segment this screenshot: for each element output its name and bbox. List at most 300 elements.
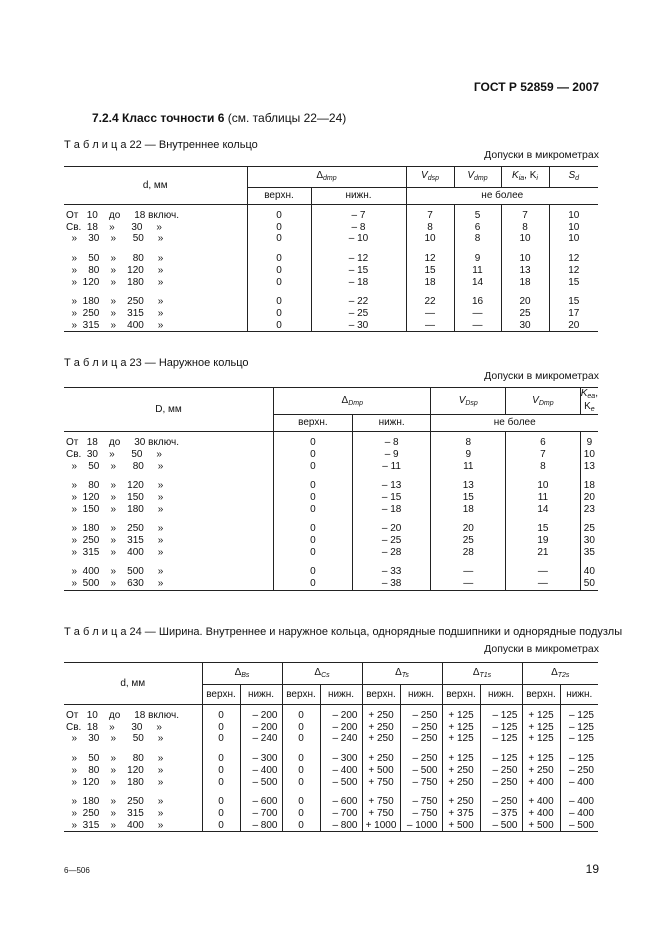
table22-units: Допуски в микрометрах — [484, 149, 599, 161]
table-row — [64, 808, 598, 820]
value-cell: 15 — [406, 265, 454, 277]
value-cell: 0 — [274, 523, 353, 535]
value-cell: – 18 — [352, 504, 431, 516]
col-lower: нижн. — [480, 685, 522, 705]
col-delta-bs: $\Delta_{Bs}$ — [202, 663, 282, 685]
size-range-cell: » 120 » 180 » — [66, 276, 164, 288]
value-cell: 0 — [247, 222, 311, 234]
table-row — [64, 222, 598, 234]
value-cell: 18 — [431, 504, 506, 516]
value-cell: 25 — [431, 535, 506, 547]
value-cell: 18 — [580, 480, 598, 492]
value-cell: 10 — [549, 233, 598, 245]
col-lower: нижн. — [320, 685, 362, 705]
value-cell: — — [431, 566, 506, 578]
value-cell: 0 — [282, 722, 320, 734]
value-cell: – 250 — [560, 765, 598, 777]
table-row — [64, 296, 598, 308]
value-cell: – 750 — [400, 808, 442, 820]
col-d: d, мм — [64, 167, 247, 205]
value-cell: – 22 — [311, 296, 406, 308]
table-row — [64, 449, 598, 461]
value-cell: 25 — [501, 308, 549, 320]
value-cell: + 125 — [442, 753, 480, 765]
value-cell: 6 — [454, 222, 501, 234]
table-row — [64, 753, 598, 765]
value-cell: – 7 — [311, 205, 406, 222]
value-cell: 0 — [282, 705, 320, 722]
value-cell: – 250 — [480, 796, 522, 808]
value-cell: – 250 — [400, 753, 442, 765]
value-cell: 20 — [501, 296, 549, 308]
value-cell: 14 — [454, 277, 501, 289]
value-cell: 11 — [454, 265, 501, 277]
value-cell: 0 — [247, 253, 311, 265]
table-row — [64, 566, 598, 578]
value-cell: 28 — [431, 547, 506, 559]
col-lower: нижн. — [311, 188, 406, 205]
value-cell: 0 — [274, 449, 353, 461]
col-delta-t1s: $\Delta_{T1s}$ — [442, 663, 522, 685]
value-cell: 23 — [580, 504, 598, 516]
value-cell: 0 — [282, 753, 320, 765]
col-sd: $S_d$ — [549, 167, 598, 188]
value-cell: 0 — [247, 296, 311, 308]
value-cell: 30 — [501, 320, 549, 332]
col-delta-ts: $\Delta_{Ts}$ — [362, 663, 442, 685]
value-cell: 11 — [431, 461, 506, 473]
table-row — [64, 733, 598, 745]
col-vdsp: $V_{dsp}$ — [406, 167, 454, 188]
col-upper: верхн. — [522, 685, 560, 705]
table-row — [64, 705, 598, 722]
value-cell: 6 — [506, 432, 581, 449]
col-not-more: не более — [406, 188, 598, 205]
size-range-cell: » 30 » 50 » — [66, 233, 164, 245]
table-row — [64, 578, 598, 590]
col-lower: нижн. — [352, 415, 431, 432]
table23-caption: Т а б л и ц а 23 — Наружное кольцо — [64, 357, 249, 369]
value-cell: – 200 — [240, 705, 282, 722]
value-cell: — — [406, 320, 454, 332]
table-row — [64, 265, 598, 277]
value-cell: – 500 — [480, 820, 522, 832]
value-cell: 0 — [282, 777, 320, 789]
section-ref: (см. таблицы 22—24) — [227, 111, 347, 125]
value-cell: – 800 — [320, 820, 362, 832]
value-cell: 0 — [202, 753, 240, 765]
table-row — [64, 277, 598, 289]
value-cell: 50 — [580, 578, 598, 590]
value-cell: — — [431, 578, 506, 590]
value-cell: – 800 — [240, 820, 282, 832]
value-cell: – 250 — [480, 765, 522, 777]
row-gap — [64, 788, 598, 796]
size-range-cell: Св. 18 » 30 » — [66, 721, 162, 733]
value-cell: – 8 — [311, 222, 406, 234]
value-cell: 7 — [406, 205, 454, 222]
value-cell: 35 — [580, 547, 598, 559]
value-cell: 0 — [202, 820, 240, 832]
value-cell: 8 — [501, 222, 549, 234]
value-cell: – 375 — [480, 808, 522, 820]
value-cell: – 20 — [352, 523, 431, 535]
value-cell: 8 — [506, 461, 581, 473]
size-range-cell: » 315 » 400 » — [64, 320, 247, 332]
table-row — [64, 205, 598, 222]
value-cell: – 700 — [240, 808, 282, 820]
value-cell: – 9 — [352, 449, 431, 461]
value-cell: — — [406, 308, 454, 320]
value-cell: – 13 — [352, 480, 431, 492]
value-cell: 0 — [202, 796, 240, 808]
table-row — [64, 233, 598, 245]
table-row — [64, 722, 598, 734]
size-range-cell: » 250 » 315 » — [66, 535, 164, 547]
value-cell: 9 — [454, 253, 501, 265]
value-cell: 10 — [549, 222, 598, 234]
size-range-cell: » 180 » 250 » — [66, 796, 164, 808]
value-cell: + 125 — [522, 753, 560, 765]
col-D: D, мм — [64, 388, 274, 432]
value-cell: – 750 — [400, 796, 442, 808]
section-heading — [92, 111, 346, 125]
value-cell: – 8 — [352, 432, 431, 449]
value-cell: 0 — [282, 820, 320, 832]
value-cell: 0 — [202, 777, 240, 789]
value-cell: 12 — [549, 253, 598, 265]
value-cell: 0 — [282, 733, 320, 745]
value-cell: + 400 — [522, 777, 560, 789]
table23-units: Допуски в микрометрах — [484, 370, 599, 382]
value-cell: 16 — [454, 296, 501, 308]
table-row — [64, 492, 598, 504]
value-cell: 0 — [282, 796, 320, 808]
value-cell: – 700 — [320, 808, 362, 820]
value-cell: 8 — [454, 233, 501, 245]
table-row — [64, 777, 598, 789]
size-range-cell: Св. 30 » 50 » — [66, 448, 162, 460]
value-cell: – 400 — [320, 765, 362, 777]
value-cell: + 125 — [522, 733, 560, 745]
value-cell: 0 — [247, 277, 311, 289]
value-cell: – 400 — [560, 777, 598, 789]
value-cell: — — [506, 578, 581, 590]
table-row — [64, 308, 598, 320]
value-cell: 30 — [580, 535, 598, 547]
size-range-cell: От 18 до 30 включ. — [66, 437, 180, 449]
value-cell: + 250 — [522, 765, 560, 777]
table-row — [64, 253, 598, 265]
value-cell: – 125 — [560, 753, 598, 765]
value-cell: 0 — [202, 705, 240, 722]
value-cell: 13 — [431, 480, 506, 492]
value-cell: – 750 — [400, 777, 442, 789]
value-cell: + 250 — [442, 765, 480, 777]
value-cell: 15 — [549, 296, 598, 308]
table-24 — [64, 662, 598, 832]
table-row — [64, 480, 598, 492]
standard-number: ГОСТ Р 52859 — 2007 — [473, 80, 599, 94]
table-row — [64, 461, 598, 473]
value-cell: 15 — [506, 523, 581, 535]
row-gap — [64, 245, 598, 253]
value-cell: 0 — [274, 578, 353, 590]
table-23 — [64, 387, 598, 591]
col-kea: $K_{ea}$, $K_e$ — [580, 388, 598, 414]
col-upper: верхн. — [274, 415, 353, 432]
value-cell: + 400 — [522, 808, 560, 820]
value-cell: – 10 — [311, 233, 406, 245]
value-cell: – 400 — [560, 796, 598, 808]
value-cell: 25 — [580, 523, 598, 535]
value-cell: – 12 — [311, 253, 406, 265]
row-gap — [64, 558, 598, 566]
value-cell: – 1000 — [400, 820, 442, 832]
value-cell: – 240 — [320, 733, 362, 745]
value-cell: 21 — [506, 547, 581, 559]
value-cell: – 250 — [480, 777, 522, 789]
col-delta-cs: $\Delta_{Cs}$ — [282, 663, 362, 685]
section-title: Класс точности 6 — [122, 111, 225, 125]
row-gap — [64, 472, 598, 480]
table-row — [64, 432, 598, 449]
footer-code: 6—506 — [64, 866, 90, 875]
value-cell: 17 — [549, 308, 598, 320]
col-vdmp: $V_{dmp}$ — [454, 167, 501, 188]
value-cell: + 250 — [442, 777, 480, 789]
value-cell: 0 — [247, 265, 311, 277]
col-delta-Dmp: $\Delta_{Dmp}$ — [274, 388, 431, 415]
value-cell: – 30 — [311, 320, 406, 332]
value-cell: + 125 — [442, 733, 480, 745]
value-cell: – 500 — [400, 765, 442, 777]
value-cell: + 400 — [522, 796, 560, 808]
value-cell: 18 — [501, 277, 549, 289]
value-cell: 20 — [549, 320, 598, 332]
size-range-cell: » 80 » 120 » — [66, 764, 164, 776]
row-gap — [64, 288, 598, 296]
value-cell: — — [506, 566, 581, 578]
value-cell: – 200 — [320, 705, 362, 722]
value-cell: 7 — [501, 205, 549, 222]
value-cell: 20 — [580, 492, 598, 504]
table-row — [64, 765, 598, 777]
value-cell: – 25 — [311, 308, 406, 320]
value-cell: – 125 — [480, 753, 522, 765]
value-cell: 12 — [406, 253, 454, 265]
size-range-cell: » 500 » 630 » — [64, 578, 274, 590]
value-cell: – 25 — [352, 535, 431, 547]
value-cell: — — [454, 308, 501, 320]
value-cell: 10 — [406, 233, 454, 245]
row-gap — [64, 745, 598, 753]
value-cell: 40 — [580, 566, 598, 578]
value-cell: – 500 — [320, 777, 362, 789]
col-d: d, мм — [64, 663, 202, 705]
table-row — [64, 820, 598, 832]
size-range-cell: » 315 » 400 » — [66, 546, 164, 558]
value-cell: 0 — [247, 233, 311, 245]
col-upper: верхн. — [362, 685, 400, 705]
value-cell: – 400 — [240, 765, 282, 777]
value-cell: 9 — [431, 449, 506, 461]
table-22 — [64, 166, 598, 332]
size-range-cell: » 120 » 150 » — [66, 491, 164, 503]
value-cell: 0 — [274, 504, 353, 516]
value-cell: – 240 — [240, 733, 282, 745]
value-cell: + 750 — [362, 777, 400, 789]
value-cell: + 125 — [522, 705, 560, 722]
value-cell: – 11 — [352, 461, 431, 473]
size-range-cell: » 30 » 50 » — [66, 733, 164, 745]
value-cell: 0 — [202, 765, 240, 777]
value-cell: 8 — [431, 432, 506, 449]
value-cell: – 250 — [400, 733, 442, 745]
size-range-cell: От 10 до 18 включ. — [66, 710, 180, 721]
value-cell: + 375 — [442, 808, 480, 820]
col-vDsp: $V_{Dsp}$ — [431, 388, 506, 415]
value-cell: – 125 — [560, 733, 598, 745]
value-cell: + 750 — [362, 796, 400, 808]
size-range-cell: » 180 » 250 » — [66, 296, 164, 308]
value-cell: 15 — [431, 492, 506, 504]
value-cell: 0 — [202, 733, 240, 745]
col-delta-dmp: $\Delta_{dmp}$ — [247, 167, 406, 188]
size-range-cell: От 10 до 18 включ. — [66, 210, 180, 221]
col-lower: нижн. — [240, 685, 282, 705]
table22-caption: Т а б л и ц а 22 — Внутреннее кольцо — [64, 139, 258, 151]
value-cell: 0 — [274, 480, 353, 492]
value-cell: – 250 — [400, 705, 442, 722]
value-cell: 13 — [580, 461, 598, 473]
value-cell: – 28 — [352, 547, 431, 559]
value-cell: 7 — [506, 449, 581, 461]
value-cell: – 500 — [240, 777, 282, 789]
value-cell: + 1000 — [362, 820, 400, 832]
value-cell: 0 — [202, 722, 240, 734]
value-cell: – 15 — [311, 265, 406, 277]
value-cell: 15 — [549, 277, 598, 289]
value-cell: 10 — [506, 480, 581, 492]
col-upper: верхн. — [442, 685, 480, 705]
value-cell: + 250 — [362, 753, 400, 765]
size-range-cell: » 80 » 120 » — [66, 264, 164, 276]
value-cell: 10 — [580, 449, 598, 461]
table24-units: Допуски в микрометрах — [484, 643, 599, 655]
col-vDmp: $V_{Dmp}$ — [506, 388, 581, 415]
col-upper: верхн. — [202, 685, 240, 705]
value-cell: 0 — [274, 461, 353, 473]
value-cell: 0 — [274, 432, 353, 449]
value-cell: – 400 — [560, 808, 598, 820]
value-cell: 11 — [506, 492, 581, 504]
value-cell: + 250 — [362, 733, 400, 745]
value-cell: 13 — [501, 265, 549, 277]
size-range-cell: » 150 » 180 » — [66, 503, 164, 515]
size-range-cell: Св. 18 » 30 » — [66, 221, 162, 233]
value-cell: 14 — [506, 504, 581, 516]
value-cell: 0 — [274, 566, 353, 578]
value-cell: – 125 — [480, 722, 522, 734]
value-cell: + 250 — [362, 705, 400, 722]
value-cell: – 15 — [352, 492, 431, 504]
value-cell: 0 — [274, 492, 353, 504]
size-range-cell: » 250 » 315 » — [66, 807, 164, 819]
section-number: 7.2.4 — [92, 111, 119, 125]
row-gap — [64, 515, 598, 523]
page-number: 19 — [585, 862, 599, 876]
col-not-more: не более — [431, 415, 598, 432]
table-row — [64, 504, 598, 516]
value-cell: – 125 — [480, 705, 522, 722]
size-range-cell: » 50 » 80 » — [66, 253, 164, 265]
col-delta-t2s: $\Delta_{T2s}$ — [522, 663, 598, 685]
size-range-cell: » 80 » 120 » — [66, 480, 164, 492]
size-range-cell: » 50 » 80 » — [66, 460, 164, 472]
col-lower: нижн. — [560, 685, 598, 705]
table24-caption: Т а б л и ц а 24 — Ширина. Внутреннее и наружное кольца, однорядные подшипники и однорядные подузлы — [64, 626, 623, 638]
value-cell: 0 — [247, 205, 311, 222]
value-cell: – 200 — [240, 722, 282, 734]
value-cell: 0 — [202, 808, 240, 820]
value-cell: 19 — [506, 535, 581, 547]
value-cell: 0 — [282, 808, 320, 820]
value-cell: + 500 — [522, 820, 560, 832]
col-kia: $K_{ia}$, $K_i$ — [501, 167, 549, 188]
value-cell: 10 — [549, 205, 598, 222]
table-row — [64, 320, 598, 332]
value-cell: 0 — [274, 547, 353, 559]
value-cell: – 200 — [320, 722, 362, 734]
value-cell: + 500 — [442, 820, 480, 832]
value-cell: + 500 — [362, 765, 400, 777]
size-range-cell: » 400 » 500 » — [66, 566, 164, 578]
value-cell: – 300 — [240, 753, 282, 765]
value-cell: – 250 — [400, 722, 442, 734]
value-cell: 8 — [406, 222, 454, 234]
value-cell: – 300 — [320, 753, 362, 765]
value-cell: + 125 — [442, 705, 480, 722]
col-lower: нижн. — [400, 685, 442, 705]
value-cell: 12 — [549, 265, 598, 277]
size-range-cell: » 315 » 400 » — [64, 820, 202, 832]
value-cell: 0 — [282, 765, 320, 777]
value-cell: – 600 — [320, 796, 362, 808]
col-upper: верхн. — [247, 188, 311, 205]
value-cell: 0 — [247, 308, 311, 320]
value-cell: – 33 — [352, 566, 431, 578]
value-cell: 5 — [454, 205, 501, 222]
value-cell: + 250 — [362, 722, 400, 734]
value-cell: + 750 — [362, 808, 400, 820]
size-range-cell: » 250 » 315 » — [66, 307, 164, 319]
value-cell: – 600 — [240, 796, 282, 808]
size-range-cell: » 180 » 250 » — [66, 523, 164, 535]
value-cell: 20 — [431, 523, 506, 535]
value-cell: 18 — [406, 277, 454, 289]
value-cell: – 500 — [560, 820, 598, 832]
value-cell: + 125 — [522, 722, 560, 734]
size-range-cell: » 50 » 80 » — [66, 753, 164, 765]
col-upper: верхн. — [282, 685, 320, 705]
table-row — [64, 547, 598, 559]
value-cell: – 38 — [352, 578, 431, 590]
value-cell: – 125 — [480, 733, 522, 745]
size-range-cell: » 120 » 180 » — [66, 776, 164, 788]
value-cell: – 125 — [560, 705, 598, 722]
value-cell: – 18 — [311, 277, 406, 289]
